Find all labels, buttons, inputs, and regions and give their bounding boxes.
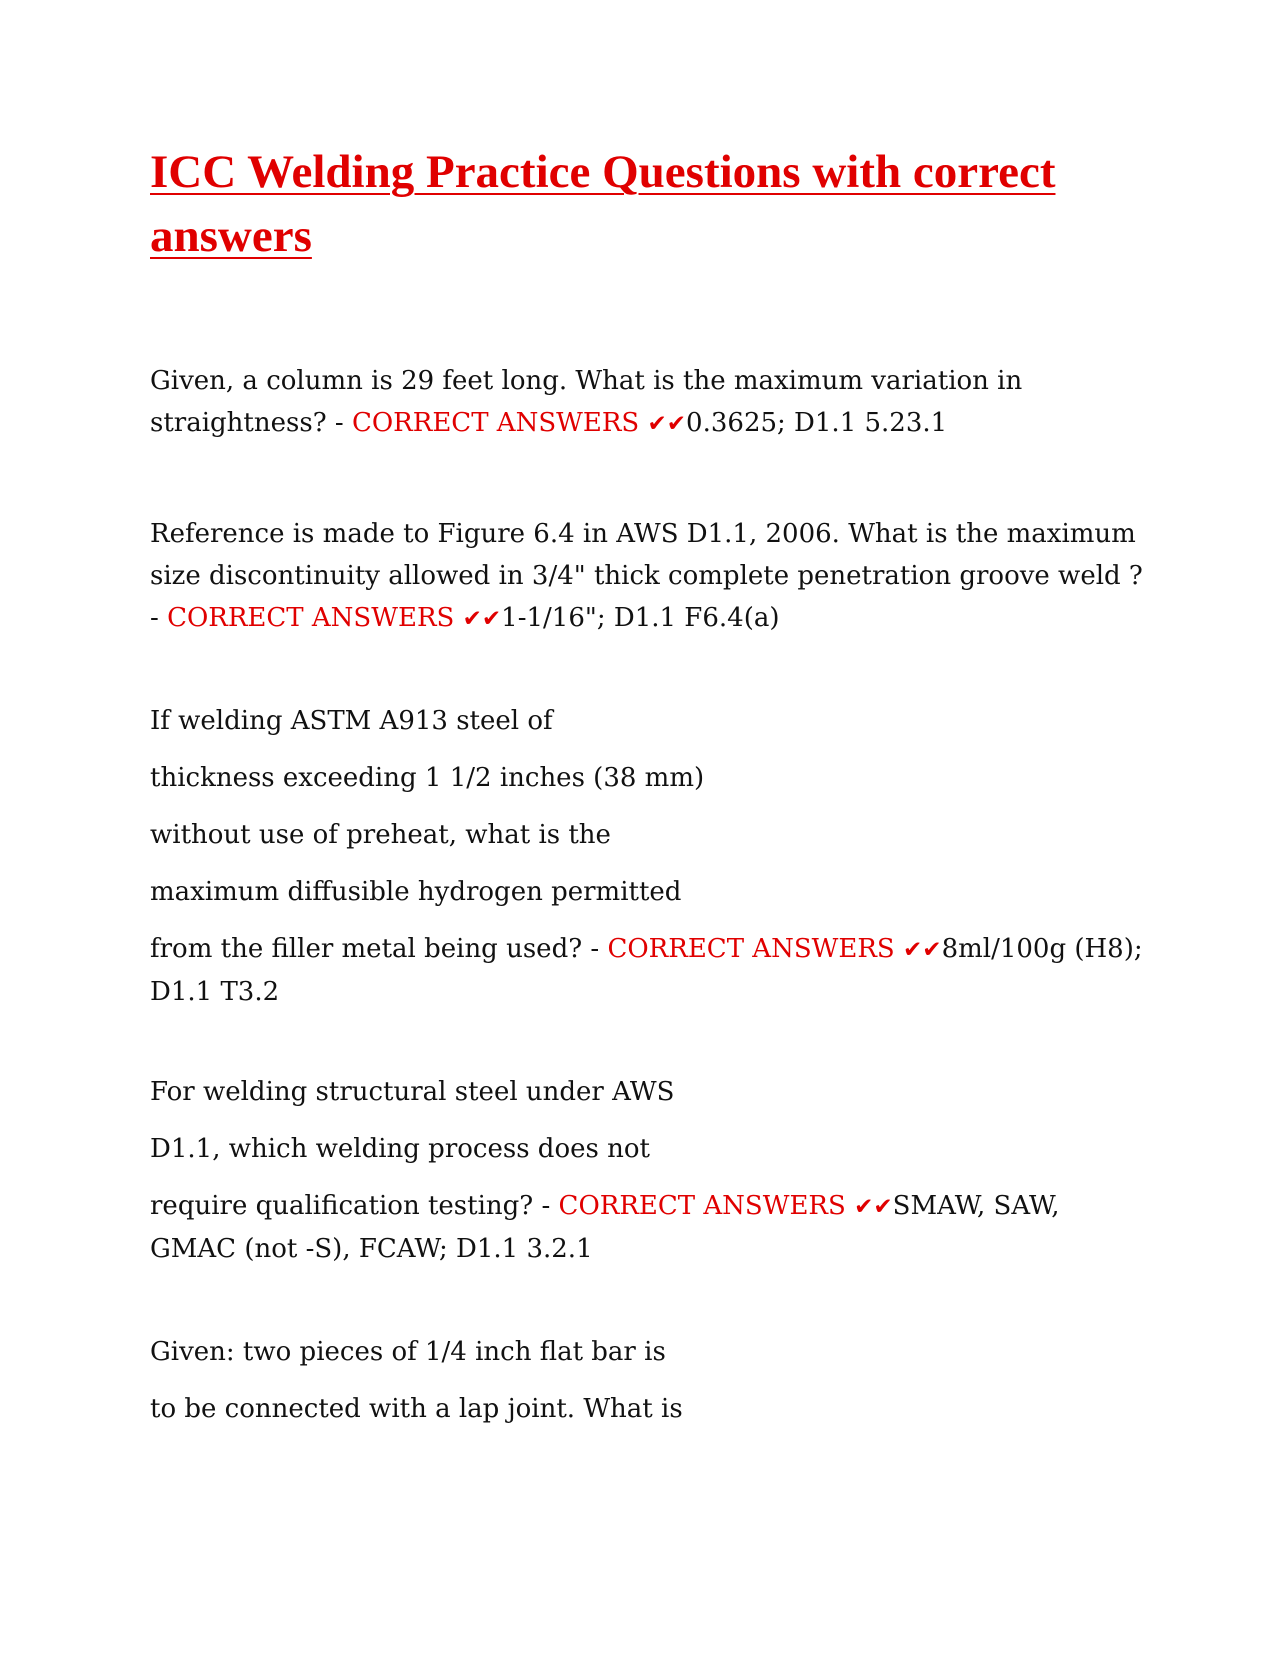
question-last-line (150, 928, 1150, 1013)
question-text: Given, a column is 29 feet long. What is the maximum variation in straightness? - (150, 366, 1023, 438)
double-check-icon: ✔✔ (462, 606, 502, 632)
question-line: Given: two pieces of 1/4 inch flat bar is (150, 1337, 666, 1367)
correct-answers-label: CORRECT ANSWERS (558, 1191, 846, 1221)
answer-text: 8ml/100g (H8); D1.1 T3.2 (150, 934, 1143, 1007)
answer-text: 1-1/16"; D1.1 F6.4(a) (501, 603, 780, 633)
question-line: without use of preheat, what is the (150, 820, 611, 850)
question-text: require qualification testing? - (150, 1191, 559, 1221)
answer-text: 0.3625; D1.1 5.23.1 (686, 408, 948, 438)
qa-item-5 (150, 1331, 1150, 1445)
question-line: maximum diffusible hydrogen permitted (150, 877, 682, 907)
question-line: For welding structural steel under AWS (150, 1077, 675, 1107)
double-check-icon: ✔✔ (647, 411, 687, 437)
double-check-icon: ✔✔ (903, 937, 942, 963)
question-line: thickness exceeding 1 1/2 inches (38 mm) (150, 763, 705, 793)
question-line: D1.1, which welding process does not (150, 1134, 650, 1164)
question-text: from the filler metal being used? - (150, 934, 608, 964)
answer-text: SMAW, SAW, GMAC (not -S), FCAW; D1.1 3.2.1 (150, 1191, 1060, 1264)
correct-answers-label: CORRECT ANSWERS (167, 603, 455, 633)
question-line: to be connected with a lap joint. What is (150, 1394, 683, 1424)
qa-item-4 (150, 1071, 1150, 1270)
question-text: Reference is made to Figure 6.4 in AWS D1.1, 2006. What is the maximum size discontinuity allowed in 3/4" thick complete penetration groove weld ? - (150, 519, 1143, 633)
document-title: ICC Welding Practice Questions with correct answers (150, 146, 1056, 262)
double-check-icon: ✔✔ (854, 1194, 893, 1220)
qa-item-1 (150, 360, 1150, 445)
question-last-line (150, 1185, 1150, 1270)
document-body (150, 140, 1150, 1424)
qa-item-2 (150, 513, 1150, 640)
question-line: If welding ASTM A913 steel of (150, 706, 553, 736)
correct-answers-label: CORRECT ANSWERS (351, 408, 640, 438)
correct-answers-label: CORRECT ANSWERS (607, 934, 895, 964)
qa-item-3 (150, 700, 1150, 1013)
